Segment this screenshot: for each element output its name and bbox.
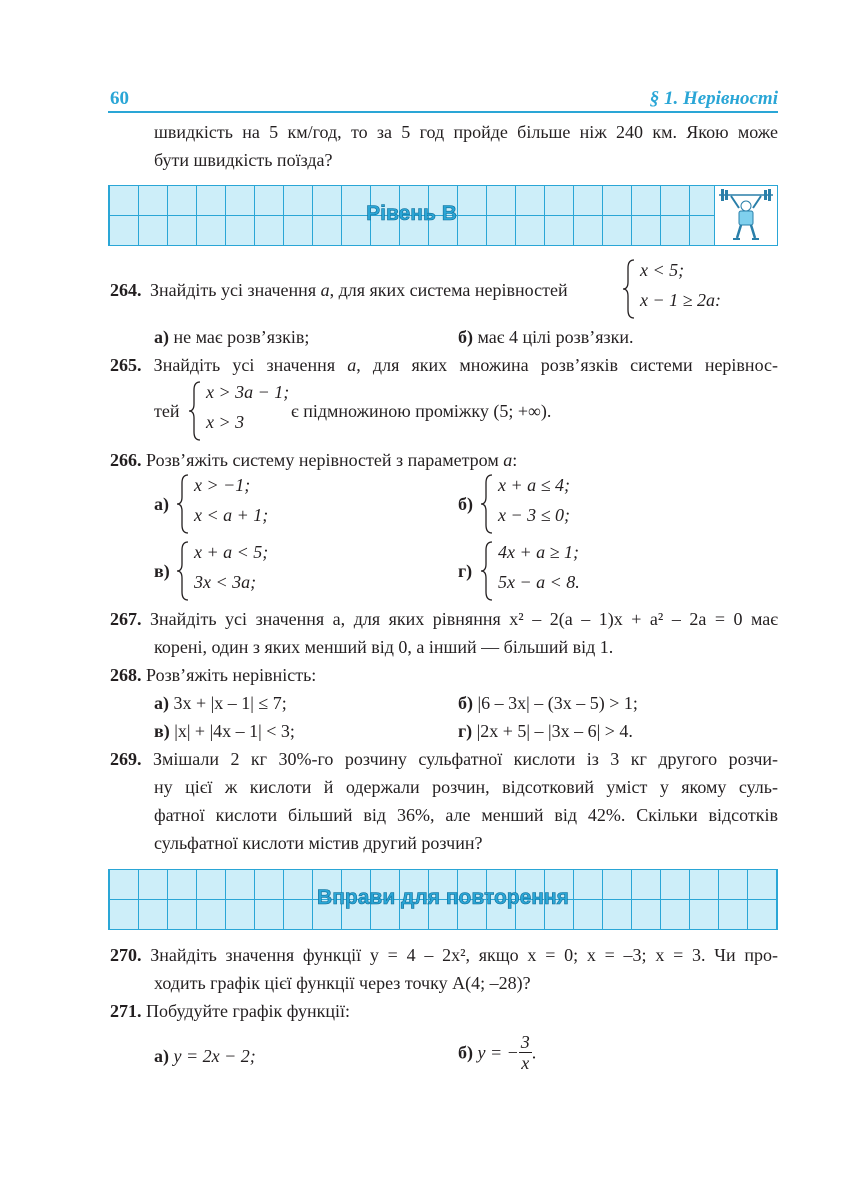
inequality: x > −1; <box>194 475 251 495</box>
system-266-g <box>480 540 600 604</box>
level-band <box>108 185 715 246</box>
problem-number: 269. <box>110 749 142 769</box>
problem-text-cont: , для яких множина розв’язків системи нерівнос- <box>356 355 778 375</box>
system-266-a <box>176 473 296 537</box>
option-label: б) <box>458 1042 473 1063</box>
weightlifter-icon <box>714 185 778 246</box>
review-band <box>108 869 778 930</box>
problem-265 <box>110 350 778 380</box>
variable: a <box>503 450 513 470</box>
section-title: § 1. Нерівності <box>649 88 778 109</box>
option-text: не має розв’язків; <box>173 327 310 347</box>
intro-line-2: бути швидкість поїзда? <box>154 150 333 170</box>
problem-265-suffix: є підмножиною проміжку (5; +∞). <box>291 401 552 421</box>
option-label-g-266: г) <box>458 561 473 581</box>
option-text: 3x + |x – 1| ≤ 7; <box>173 693 287 713</box>
problem-269-line-4: сульфатної кислоти містив другий розчин? <box>154 833 483 853</box>
problem-text: Розв’яжіть нерівність: <box>146 665 317 685</box>
problem-number: 264. <box>110 280 142 300</box>
problem-number: 271. <box>110 1001 142 1021</box>
option-label-a-266: а) <box>154 494 169 514</box>
header-rule <box>108 111 778 113</box>
option-text: |6 – 3x| – (3x – 5) > 1; <box>477 693 638 713</box>
fraction <box>519 1032 532 1073</box>
inequality: x − 1 ≥ 2a: <box>640 290 722 310</box>
problem-number: 265. <box>110 355 142 375</box>
option-label: г) <box>458 721 473 741</box>
option-v-268 <box>154 716 295 746</box>
problem-267-line-2: корені, один з яких менший від 0, а інший — більший від 1. <box>154 637 614 657</box>
problem-269-line-3: фатної кислоти більший від 36%, але менший від 42%. Скільки відсотків <box>154 805 778 825</box>
inequality: x < a + 1; <box>194 505 269 525</box>
system-264 <box>622 258 742 322</box>
page-number: 60 <box>110 88 129 109</box>
option-label: б) <box>458 693 473 713</box>
problem-265-prefix: тей <box>154 401 180 421</box>
problem-266 <box>110 445 517 475</box>
option-b-264 <box>458 322 633 352</box>
option-label-v-266: в) <box>154 561 170 581</box>
option-a-264 <box>154 322 309 352</box>
fraction-denominator: x <box>521 1053 530 1073</box>
variable: a <box>347 355 357 375</box>
problem-number: 267. <box>110 609 142 629</box>
option-text: |x| + |4x – 1| < 3; <box>174 721 295 741</box>
inequality: 5x − a < 8. <box>498 572 580 592</box>
problem-text: Знайдіть значення функції y = 4 – 2x², якщо x = 0; x = –3; x = 3. Чи про- <box>150 945 778 965</box>
system-266-b <box>480 473 600 537</box>
option-label: б) <box>458 327 473 347</box>
problem-271 <box>110 996 350 1026</box>
problem-text: Розв’яжіть систему нерівностей з параметром <box>146 450 499 470</box>
option-g-268 <box>458 716 633 746</box>
problem-269-line-2: ну цієї ж кислоти й одержали розчин, відсотковий уміст у якому суль- <box>154 777 778 797</box>
inequality: x > 3a − 1; <box>206 382 290 402</box>
formula-prefix: y = − <box>477 1042 519 1063</box>
problem-268 <box>110 660 316 690</box>
problem-text: Побудуйте графік функції: <box>146 1001 350 1021</box>
inequality: x + a < 5; <box>194 542 269 562</box>
option-label: а) <box>154 327 169 347</box>
problem-text-cont: , для яких система нерівностей <box>329 280 568 300</box>
problem-text: Знайдіть усі значення <box>150 280 317 300</box>
punctuation: . <box>531 1042 537 1063</box>
fraction-numerator: 3 <box>520 1032 530 1052</box>
option-text: має 4 цілі розв’язки. <box>477 327 634 347</box>
option-label: а) <box>154 693 169 713</box>
option-a-268 <box>154 688 287 718</box>
system-266-v <box>176 540 296 604</box>
option-b-268 <box>458 688 638 718</box>
option-label: а) <box>154 1046 169 1066</box>
problem-text: Знайдіть усі значення <box>153 355 336 375</box>
problem-267-line-1 <box>110 604 778 634</box>
inequality: 3x < 3a; <box>194 572 257 592</box>
inequality: x > 3 <box>206 412 245 432</box>
option-a-271 <box>154 1041 256 1071</box>
problem-270-line-2: ходить графік цієї функції через точку A(4; –28)? <box>154 973 531 993</box>
option-label: в) <box>154 721 170 741</box>
option-text: |2x + 5| – |3x – 6| > 4. <box>476 721 633 741</box>
level-band-title: Рівень В <box>366 202 457 225</box>
inequality: x + a ≤ 4; <box>498 475 571 495</box>
intro-line-1: швидкість на 5 км/год, то за 5 год пройде більше ніж 240 км. Якою може <box>154 122 778 142</box>
inequality: 4x + a ≥ 1; <box>498 542 580 562</box>
problem-text: Знайдіть усі значення a, для яких рівняння x² – 2(a – 1)x + a² – 2a = 0 має <box>150 609 779 629</box>
problem-number: 266. <box>110 450 142 470</box>
problem-270-line-1 <box>110 940 778 970</box>
problem-269-line-1 <box>110 744 778 774</box>
option-label-b-266: б) <box>458 494 473 514</box>
review-band-title: Вправи для повторення <box>317 886 569 909</box>
problem-number: 268. <box>110 665 142 685</box>
formula: y = 2x − 2; <box>173 1046 256 1066</box>
variable: a <box>320 280 330 300</box>
punctuation: : <box>512 450 518 470</box>
system-265 <box>188 380 298 444</box>
inequality: x < 5; <box>640 260 685 280</box>
inequality: x − 3 ≤ 0; <box>498 505 571 525</box>
option-b-271 <box>458 1032 536 1073</box>
problem-number: 270. <box>110 945 142 965</box>
problem-264 <box>110 275 568 305</box>
problem-text: Змішали 2 кг 30%-го розчину сульфатної кислоти із 3 кг другого розчи- <box>152 749 778 769</box>
